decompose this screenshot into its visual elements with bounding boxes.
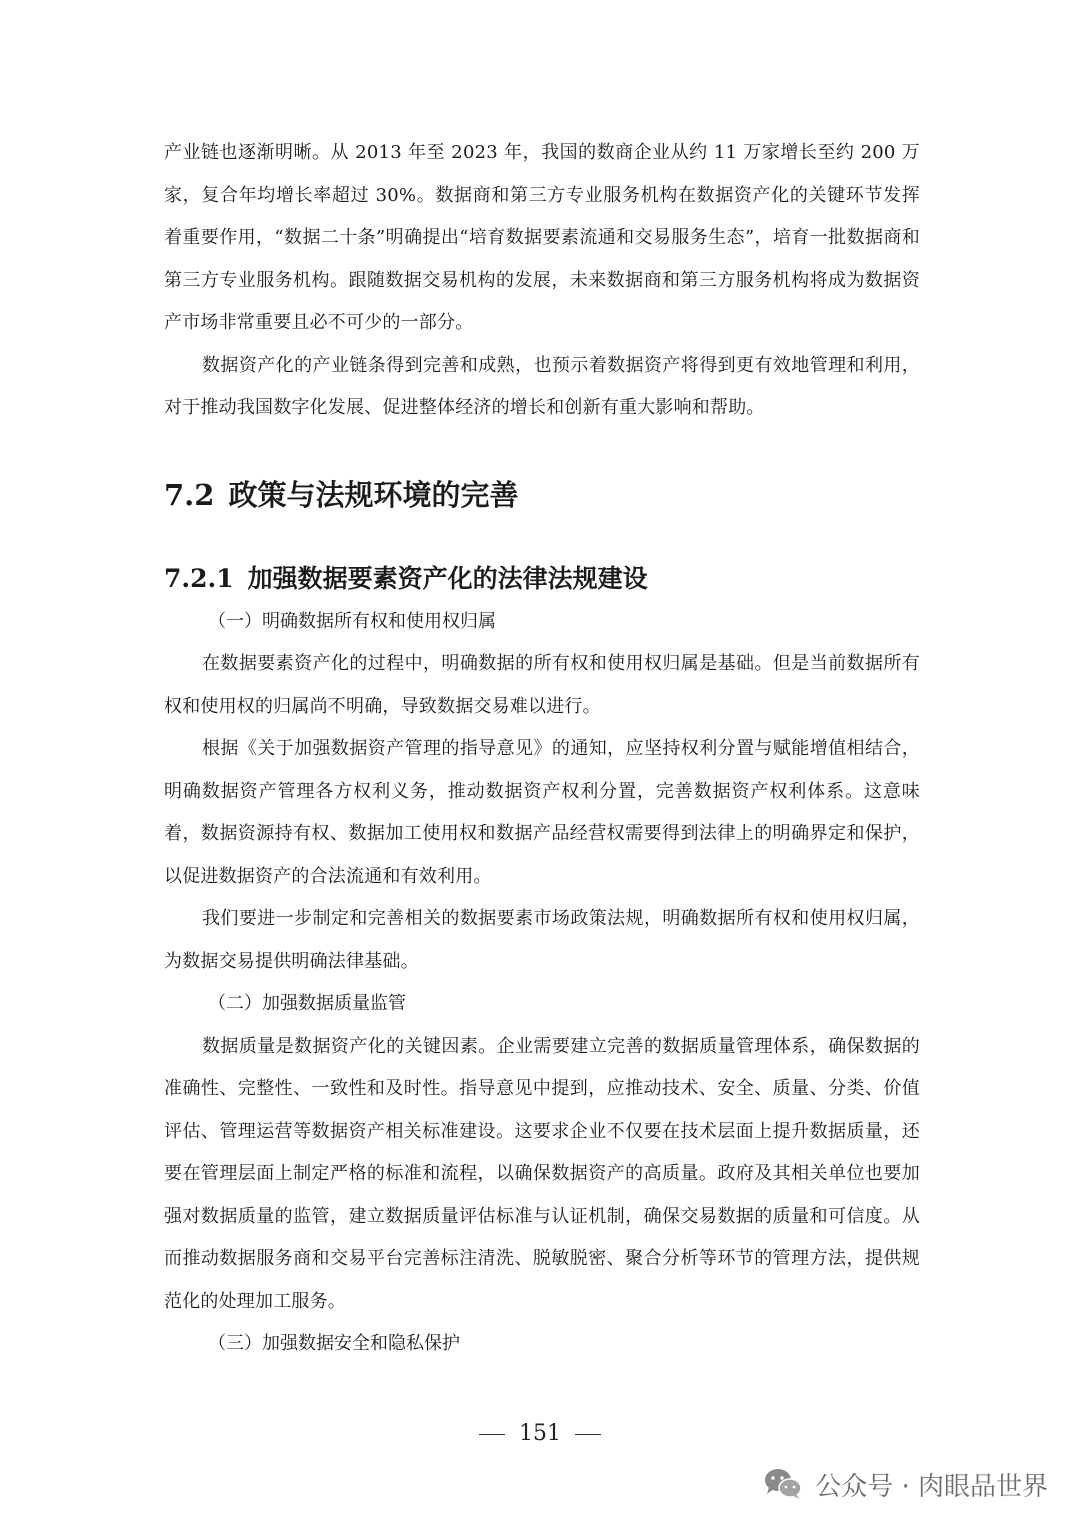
subsection-heading [164,557,920,601]
item-heading: （一）明确数据所有权和使用权归属 [208,610,496,632]
subsection-number: 7.2.1 [164,563,234,593]
paragraph: 数据质量是数据资产化的关键因素。企业需要建立完善的数据质量管理体系，确保数据的准确性、完整性、一致性和及时性。指导意见中提到，应推动技术、安全、质量、分类、价值评估、管理运营等数据资产相关标准建设。这要求企业不仅要在技术层面上提升数据质量，还要在管理层面上制定严格的标准和流程，以确保数据资产的高质量。政府及其相关单位也要加强对数据质量的监管，建立数据质量评估标准与认证机制，确保交易数据的质量和可信度。从而推动数据服务商和交易平台完善标注清洗、脱敏脱密、聚合分析等环节的管理方法，提供规范化的处理加工服务。 [164,1035,920,1312]
watermark [763,1462,1048,1506]
section-title: 政策与法规环境的完善 [228,477,519,512]
paragraph: 我们要进一步制定和完善相关的数据要素市场政策法规，明确数据所有权和使用权归属，为数据交易提供明确法律基础。 [164,908,920,972]
dash-left [479,1434,505,1435]
page-number [0,1414,1080,1454]
paragraph: 数据资产化的产业链条得到完善和成熟，也预示着数据资产将得到更有效地管理和利用，对于推动我国数字化发展、促进整体经济的增长和创新有重大影响和帮助。 [164,354,920,418]
paragraph: 在数据要素资产化的过程中，明确数据的所有权和使用权归属是基础。但是当前数据所有权和使用权的归属尚不明确，导致数据交易难以进行。 [164,653,920,717]
item-heading: （二）加强数据质量监管 [208,993,406,1014]
page-content [164,132,920,1366]
item-heading: （三）加强数据安全和隐私保护 [208,1333,460,1354]
section-number: 7.2 [164,477,215,512]
page-number-value: 151 [519,1421,561,1446]
paragraph: 产业链也逐渐明晰。从 2013 年至 2023 年，我国的数商企业从约 11 万家增长至约 200 万家，复合年均增长率超过 30%。数据商和第三方专业服务机构在数据资产化的关键环节发挥着重要作用，“数据二十条”明确提出“培育数据要素流通和交易服务生态”，培育一批数据商和第三方专业服务机构。跟随数据交易机构的发展，未来数据商和第三方服务机构将成为数据资产市场非常重要且必不可少的一部分。 [164,142,920,333]
wechat-icon [763,1467,803,1501]
dash-right [575,1434,601,1435]
subsection-title: 加强数据要素资产化的法律法规建设 [247,563,648,593]
paragraph: 根据《关于加强数据资产管理的指导意见》的通知，应坚持权利分置与赋能增值相结合，明确数据资产管理各方权利义务，推动数据资产权利分置，完善数据资产权利体系。这意味着，数据资源持有权、数据加工使用权和数据产品经营权需要得到法律上的明确界定和保护，以促进数据资产的合法流通和有效利用。 [164,738,920,887]
watermark-text: 公众号 · 肉眼品世界 [815,1471,1048,1502]
section-heading [164,470,920,520]
